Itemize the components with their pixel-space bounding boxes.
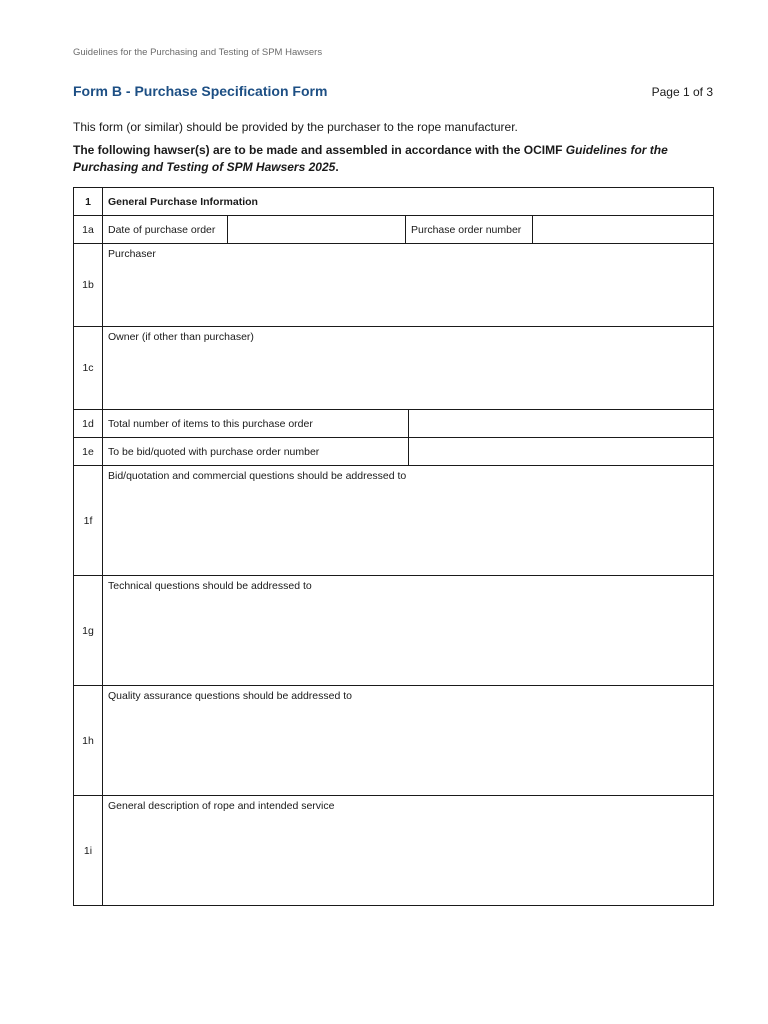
row-1d-cells	[103, 410, 714, 438]
qa-contact-value	[103, 702, 713, 706]
commercial-contact-field[interactable]	[103, 466, 714, 576]
technical-contact-label: Technical questions should be addressed to	[108, 580, 312, 592]
row-1i	[74, 796, 714, 906]
row-number-1g: 1g	[74, 576, 103, 686]
qa-contact-field[interactable]	[103, 686, 714, 796]
row-1a-cells	[103, 216, 714, 244]
total-items-label: Total number of items to this purchase order	[108, 417, 313, 430]
date-of-purchase-order-label: Date of purchase order	[108, 223, 216, 236]
total-items-field[interactable]	[408, 410, 713, 437]
rope-description-label: General description of rope and intended service	[108, 800, 335, 812]
purchaser-field[interactable]	[103, 244, 714, 327]
row-number-1b: 1b	[74, 244, 103, 327]
bid-po-number-field[interactable]	[408, 438, 713, 465]
bid-po-number-label: To be bid/quoted with purchase order number	[108, 445, 320, 458]
row-number-1c: 1c	[74, 327, 103, 410]
row-1f	[74, 466, 714, 576]
statement-suffix: .	[335, 160, 339, 174]
purchaser-label: Purchaser	[108, 248, 156, 260]
rope-description-field[interactable]	[103, 796, 714, 906]
owner-value	[103, 343, 713, 347]
row-1h	[74, 686, 714, 796]
row-1a	[74, 216, 714, 244]
section-header-row	[74, 188, 714, 216]
row-1c	[74, 327, 714, 410]
row-1e	[74, 438, 714, 466]
page-number: Page 1 of 3	[651, 85, 713, 99]
owner-field[interactable]	[103, 327, 714, 410]
row-1b	[74, 244, 714, 327]
form-title: Form B - Purchase Specification Form	[73, 83, 328, 99]
row-number-1d: 1d	[74, 410, 103, 438]
intro-text: This form (or similar) should be provided by the purchaser to the rope manufacturer.	[73, 120, 518, 134]
statement-prefix: The following hawser(s) are to be made and assembled in accordance with the OCIMF	[73, 143, 566, 157]
row-number-1f: 1f	[74, 466, 103, 576]
technical-contact-value	[103, 592, 713, 596]
row-number-1a: 1a	[74, 216, 103, 244]
technical-contact-field[interactable]	[103, 576, 714, 686]
row-1g	[74, 576, 714, 686]
rope-description-value	[103, 812, 713, 816]
owner-label: Owner (if other than purchaser)	[108, 331, 254, 343]
row-number-1h: 1h	[74, 686, 103, 796]
date-of-purchase-order-field[interactable]	[227, 216, 405, 243]
row-number-1e: 1e	[74, 438, 103, 466]
row-1e-cells	[103, 438, 714, 466]
statement-guideline-title: Guidelines for the Purchasing and Testing of SPM Hawsers 2025	[73, 143, 668, 174]
commercial-contact-value	[103, 482, 713, 486]
purchaser-value	[103, 260, 713, 264]
row-number-1i: 1i	[74, 796, 103, 906]
purchase-info-table	[73, 187, 714, 906]
section-number: 1	[74, 188, 103, 216]
qa-contact-label: Quality assurance questions should be addressed to	[108, 690, 352, 702]
row-1d	[74, 410, 714, 438]
purchase-order-number-label: Purchase order number	[405, 216, 532, 243]
section-title: General Purchase Information	[103, 188, 714, 216]
commercial-contact-label: Bid/quotation and commercial questions should be addressed to	[108, 470, 407, 482]
running-header: Guidelines for the Purchasing and Testing of SPM Hawsers	[73, 47, 323, 58]
compliance-statement	[73, 142, 703, 176]
purchase-order-number-field[interactable]	[532, 216, 713, 243]
